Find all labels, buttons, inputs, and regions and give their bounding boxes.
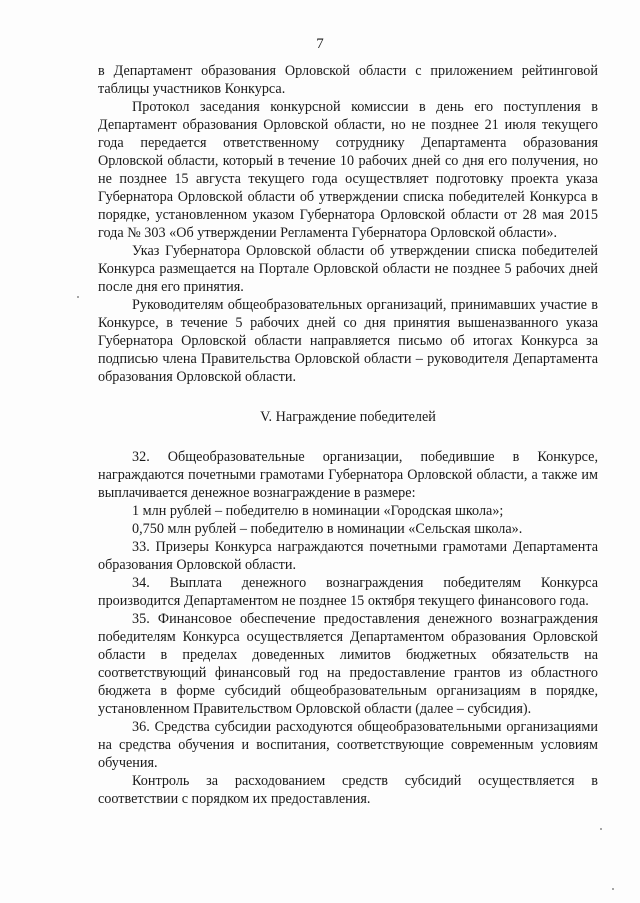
document-body <box>98 62 598 808</box>
award-rural-school: 0,750 млн рублей – победителю в номинации «Сельская школа». <box>132 521 523 537</box>
paragraph-32: 32. Общеобразовательные организации, победившие в Конкурсе, награждаются почетными грамотами Губернатора Орловской области, а также им выплачивается денежное вознаграждение в размере: <box>98 449 598 501</box>
award-urban-school: 1 млн рублей – победителю в номинации «Городская школа»; <box>132 503 504 519</box>
paragraph-letter-to-leaders: Руководителям общеобразовательных организаций, принимавших участие в Конкурсе, в течение 5 рабочих дней со дня принятия вышеназванного указа Губернатора Орловской области направляется письмо об итогах Конкурса за подписью члена Правительства Орловской области – руководителя Департамента образования Орловской области. <box>98 297 598 385</box>
paragraph-control: Контроль за расходованием средств субсидий осуществляется в соответствии с порядком их предоставления. <box>98 773 598 807</box>
paragraph-35: 35. Финансовое обеспечение предоставления денежного вознаграждения победителям Конкурса осуществляется Департаментом образования Орловской области в пределах доведенных лимитов бюджетных обязательств на соответствующий финансовый год на предоставление грантов из областного бюджета в форме субсидий общеобразовательным организациям в порядке, установленном Правительством Орловской области (далее – субсидия). <box>98 611 598 717</box>
paragraph-36: 36. Средства субсидии расходуются общеобразовательными организациями на средства обучения и воспитания, соответствующие современным условиям обучения. <box>98 719 598 771</box>
scan-speck <box>77 296 79 298</box>
section-heading: V. Награждение победителей <box>260 409 436 425</box>
scan-speck <box>612 888 614 890</box>
paragraph-34: 34. Выплата денежного вознаграждения победителям Конкурса производится Департаментом не позднее 15 октября текущего финансового года. <box>98 575 598 609</box>
scan-speck <box>600 828 602 830</box>
paragraph-intro-continued: в Департамент образования Орловской области с приложением рейтинговой таблицы участников Конкурса. <box>98 63 598 97</box>
page-number: 7 <box>316 36 324 52</box>
paragraph-decree-publication: Указ Губернатора Орловской области об утверждении списка победителей Конкурса размещается на Портале Орловской области не позднее 5 рабочих дней после дня его принятия. <box>98 243 598 295</box>
paragraph-33: 33. Призеры Конкурса награждаются почетными грамотами Департамента образования Орловской области. <box>98 539 598 573</box>
paragraph-protocol: Протокол заседания конкурсной комиссии в день его поступления в Департамент образования Орловской области, но не позднее 21 июля текущего года передается ответственному сотруднику Департамента образования Орловской области, который в течение 10 рабочих дней со дня его получения, но не позднее 15 августа текущего года осуществляет подготовку проекта указа Губернатора Орловской области об утверждении списка победителей Конкурса в порядке, установленном указом Губернатора Орловской области от 28 мая 2015 года № 303 «Об утверждении Регламента Губернатора Орловской области». <box>98 99 598 241</box>
